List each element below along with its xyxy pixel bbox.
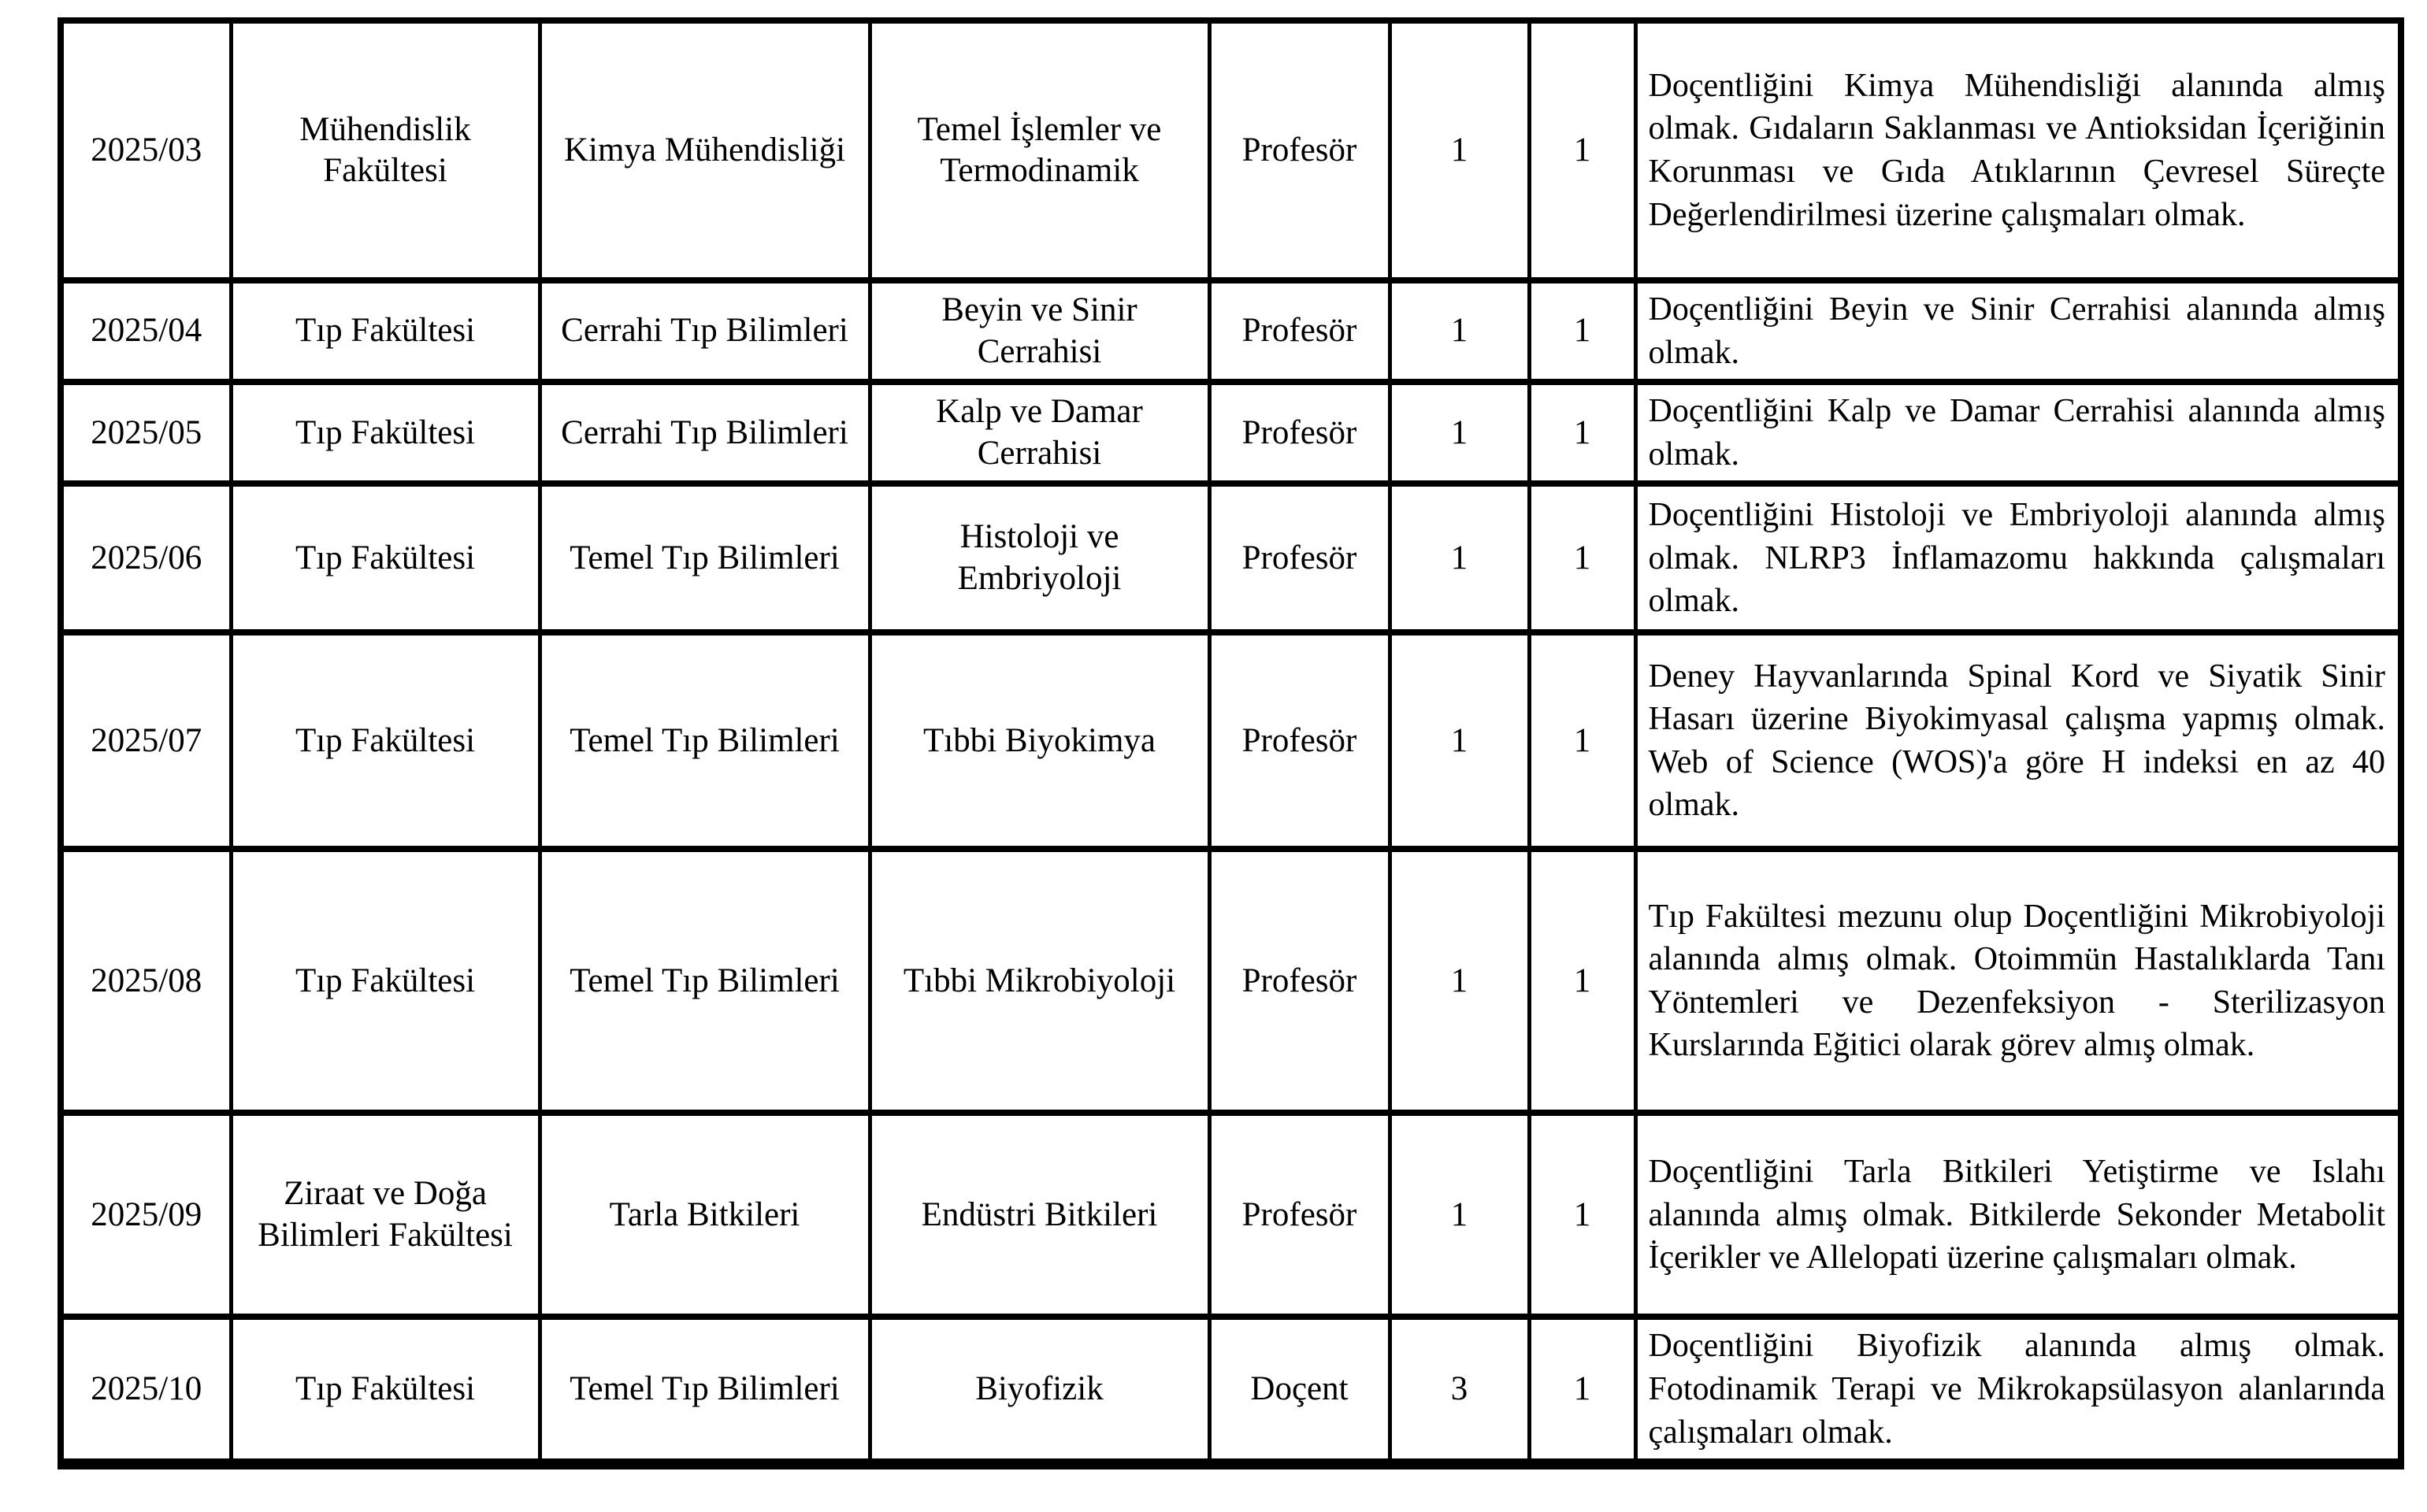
department-cell: Cerrahi Tıp Bilimleri — [540, 280, 870, 382]
faculty-cell: Ziraat ve Doğa Bilimleri Fakültesi — [231, 1113, 540, 1317]
department-cell: Temel Tıp Bilimleri — [540, 484, 870, 632]
announcement-no-cell: 2025/09 — [61, 1113, 231, 1317]
announcement-no-cell: 2025/07 — [61, 632, 231, 849]
faculty-cell: Mühendislik Fakültesi — [231, 20, 540, 280]
faculty-cell: Tıp Fakültesi — [231, 484, 540, 632]
quota-cell: 1 — [1529, 849, 1635, 1113]
description-cell: Doçentliğini Beyin ve Sinir Cerrahisi alanında almış olmak. — [1635, 280, 2401, 382]
degree-cell: 1 — [1390, 484, 1529, 632]
quota-cell: 1 — [1529, 382, 1635, 484]
table-row — [61, 484, 2401, 632]
description-cell: Doçentliğini Kalp ve Damar Cerrahisi alanında almış olmak. — [1635, 382, 2401, 484]
degree-cell: 1 — [1390, 1113, 1529, 1317]
description-cell: Deney Hayvanlarında Spinal Kord ve Siyatik Sinir Hasarı üzerine Biyokimyasal çalışma yapmış olmak. Web of Science (WOS)'a göre H indeksi en az 40 olmak. — [1635, 632, 2401, 849]
faculty-cell: Tıp Fakültesi — [231, 280, 540, 382]
description-cell: Doçentliğini Biyofizik alanında almış olmak. Fotodinamik Terapi ve Mikrokapsülasyon alanlarında çalışmaları olmak. — [1635, 1317, 2401, 1464]
announcement-no-cell: 2025/08 — [61, 849, 231, 1113]
table-row — [61, 280, 2401, 382]
program-cell: Temel İşlemler ve Termodinamik — [870, 20, 1209, 280]
table-row — [61, 1317, 2401, 1464]
degree-cell: 1 — [1390, 849, 1529, 1113]
degree-cell: 3 — [1390, 1317, 1529, 1464]
title-cell: Profesör — [1209, 280, 1390, 382]
announcement-no-cell: 2025/06 — [61, 484, 231, 632]
department-cell: Cerrahi Tıp Bilimleri — [540, 382, 870, 484]
program-cell: Tıbbi Biyokimya — [870, 632, 1209, 849]
table-row — [61, 849, 2401, 1113]
table-row — [61, 20, 2401, 280]
quota-cell: 1 — [1529, 280, 1635, 382]
announcements-table — [58, 17, 2404, 1469]
quota-cell: 1 — [1529, 1317, 1635, 1464]
quota-cell: 1 — [1529, 632, 1635, 849]
title-cell: Profesör — [1209, 632, 1390, 849]
title-cell: Doçent — [1209, 1317, 1390, 1464]
program-cell: Endüstri Bitkileri — [870, 1113, 1209, 1317]
description-cell: Doçentliğini Kimya Mühendisliği alanında almış olmak. Gıdaların Saklanması ve Antioksidan İçeriğinin Korunması ve Gıda Atıklarının Çevresel Süreçte Değerlendirilmesi üzerine çalışmaları olmak. — [1635, 20, 2401, 280]
department-cell: Temel Tıp Bilimleri — [540, 632, 870, 849]
department-cell: Temel Tıp Bilimleri — [540, 1317, 870, 1464]
faculty-cell: Tıp Fakültesi — [231, 632, 540, 849]
degree-cell: 1 — [1390, 382, 1529, 484]
degree-cell: 1 — [1390, 632, 1529, 849]
table-row — [61, 382, 2401, 484]
title-cell: Profesör — [1209, 382, 1390, 484]
program-cell: Tıbbi Mikrobiyoloji — [870, 849, 1209, 1113]
quota-cell: 1 — [1529, 1113, 1635, 1317]
title-cell: Profesör — [1209, 484, 1390, 632]
quota-cell: 1 — [1529, 484, 1635, 632]
title-cell: Profesör — [1209, 20, 1390, 280]
announcement-no-cell: 2025/10 — [61, 1317, 231, 1464]
department-cell: Kimya Mühendisliği — [540, 20, 870, 280]
title-cell: Profesör — [1209, 1113, 1390, 1317]
program-cell: Biyofizik — [870, 1317, 1209, 1464]
quota-cell: 1 — [1529, 20, 1635, 280]
table-row — [61, 1113, 2401, 1317]
program-cell: Beyin ve Sinir Cerrahisi — [870, 280, 1209, 382]
announcement-no-cell: 2025/03 — [61, 20, 231, 280]
table-row — [61, 632, 2401, 849]
announcement-no-cell: 2025/04 — [61, 280, 231, 382]
degree-cell: 1 — [1390, 20, 1529, 280]
department-cell: Temel Tıp Bilimleri — [540, 849, 870, 1113]
description-cell: Tıp Fakültesi mezunu olup Doçentliğini Mikrobiyoloji alanında almış olmak. Otoimmün Hastalıklarda Tanı Yöntemleri ve Dezenfeksiyon - Sterilizasyon Kurslarında Eğitici olarak görev almış olmak. — [1635, 849, 2401, 1113]
title-cell: Profesör — [1209, 849, 1390, 1113]
faculty-cell: Tıp Fakültesi — [231, 849, 540, 1113]
announcement-no-cell: 2025/05 — [61, 382, 231, 484]
description-cell: Doçentliğini Histoloji ve Embriyoloji alanında almış olmak. NLRP3 İnflamazomu hakkında çalışmaları olmak. — [1635, 484, 2401, 632]
department-cell: Tarla Bitkileri — [540, 1113, 870, 1317]
description-cell: Doçentliğini Tarla Bitkileri Yetiştirme ve Islahı alanında almış olmak. Bitkilerde Sekonder Metabolit İçerikler ve Allelopati üzerine çalışmaları olmak. — [1635, 1113, 2401, 1317]
faculty-cell: Tıp Fakültesi — [231, 382, 540, 484]
program-cell: Kalp ve Damar Cerrahisi — [870, 382, 1209, 484]
faculty-cell: Tıp Fakültesi — [231, 1317, 540, 1464]
program-cell: Histoloji ve Embriyoloji — [870, 484, 1209, 632]
degree-cell: 1 — [1390, 280, 1529, 382]
